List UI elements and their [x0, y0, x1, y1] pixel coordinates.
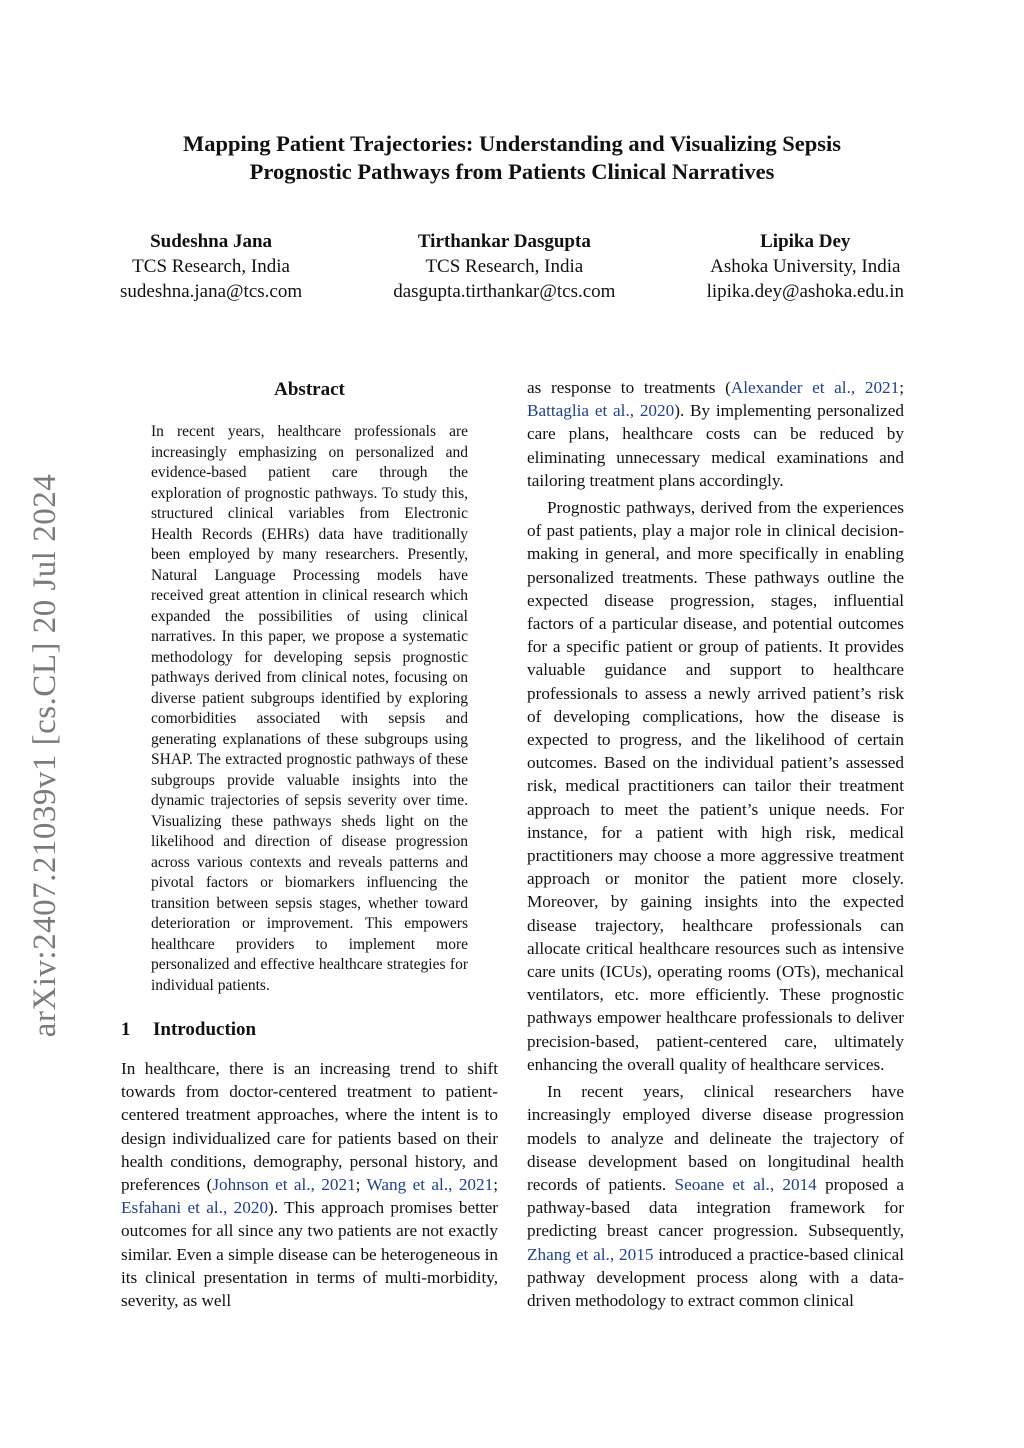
author-2 — [393, 229, 615, 304]
right-column — [527, 376, 904, 1312]
citation-link[interactable]: Alexander et al., 2021 — [730, 378, 900, 397]
intro-paragraph-1 — [121, 1057, 498, 1312]
text-run: In healthcare, there is an increasing trend to shift towards from doctor-centered treatment to patient-centered treatment approaches, where the intent is to design individualized care for patients based on their health conditions, demography, personal history, and preferences ( — [121, 1059, 498, 1195]
author-affiliation: TCS Research, India — [425, 256, 584, 277]
citation-link[interactable]: Zhang et al., 2015 — [527, 1244, 654, 1264]
text-run: introduced a practice-based clinical pathway development process along with a data-driven methodology to extract common clinical — [527, 1244, 905, 1310]
author-affiliation: Ashoka University, India — [710, 256, 901, 277]
abstract-heading: Abstract — [274, 379, 345, 400]
text-run: ; — [493, 1175, 498, 1195]
author-email: sudeshna.jana@tcs.com — [120, 281, 303, 302]
citation-link[interactable]: Johnson et al., 2021 — [212, 1175, 356, 1195]
section-heading-introduction — [121, 1017, 498, 1043]
text-run: proposed a pathway-based data integration framework for predicting breast cancer progression. Subsequently, — [527, 1174, 904, 1241]
title-line-2: Prognostic Pathways from Patients Clinical Narratives — [249, 159, 775, 184]
intro-paragraph-3 — [527, 1080, 904, 1312]
citation-link[interactable]: Seoane et al., 2014 — [674, 1174, 817, 1194]
section-number: 1 — [121, 1019, 131, 1040]
arxiv-sidebar-stamp — [20, 455, 72, 1055]
author-3 — [707, 229, 904, 304]
paper-title — [110, 130, 914, 186]
section-title: Introduction — [153, 1019, 257, 1040]
intro-paragraph-2: Prognostic pathways, derived from the experiences of past patients, play a major role in clinical decision-making in general, and more specifically in enabling personalized treatments. These pathways outline the expected disease progression, stages, influential factors of a particular disease, and potential outcomes for a specific patient or group of patients. It provides valuable guidance and support to healthcare professionals to assess a newly arrived patient’s risk of developing complications, how the disease is expected to progress, and the likelihood of certain outcomes. Based on the individual patient’s assessed risk, medical practitioners can tailor their treatment approach to meet the patient’s unique needs. For instance, for a patient with high risk, medical practitioners may choose a more aggressive treatment approach or monitor the patient more closely. Moreover, by gaining insights into the expected disease trajectory, healthcare professionals can allocate critical healthcare resources such as intensive care units (ICUs), operating rooms (OTs), mechanical ventilators, etc. more efficiently. These prognostic pathways empower healthcare professionals to deliver precision-based, patient-centered care, ultimately enhancing the overall quality of healthcare services. — [527, 498, 904, 1074]
author-email: dasgupta.tirthankar@tcs.com — [393, 281, 616, 302]
title-line-1: Mapping Patient Trajectories: Understanding and Visualizing Sepsis — [183, 131, 841, 156]
text-run: ; — [899, 378, 905, 397]
author-affiliation: TCS Research, India — [132, 256, 290, 277]
arxiv-identifier: arXiv:2407.21039v1 [cs.CL] 20 Jul 2024 — [27, 473, 64, 1037]
citation-link[interactable]: Wang et al., 2021 — [366, 1175, 494, 1195]
text-run: In recent years, clinical researchers have increasingly employed diverse disease progression models to analyze and delineate the trajectory of disease development based on longitudinal health records of patients. — [527, 1082, 904, 1194]
intro-paragraph-1-continued — [527, 376, 904, 492]
text-run: ). By implementing personalized care plans, healthcare costs can be reduced by eliminating unnecessary medical examinations and tailoring treatment plans accordingly. — [527, 401, 905, 490]
text-run: as response to treatments ( — [527, 378, 731, 397]
author-name: Sudeshna Jana — [150, 231, 273, 252]
text-run: ). This approach promises better outcomes for all since any two patients are not exactly similar. Even a simple disease can be heterogeneous in its clinical presentation in terms of multi-morbidity, severity, as well — [121, 1198, 498, 1311]
author-email: lipika.dey@ashoka.edu.in — [706, 281, 904, 302]
author-block — [120, 229, 904, 304]
abstract-text: In recent years, healthcare professionals are increasingly emphasizing on personalized and evidence-based patient care through the exploration of prognostic pathways. To study this, structured clinical variables from Electronic Health Records (EHRs) data have traditionally been employed by many researchers. Presently, Natural Language Processing models have received great attention in clinical research which expanded the possibilities of using clinical narratives. In this paper, we propose a systematic methodology for developing sepsis prognostic pathways derived from clinical notes, focusing on diverse patient subgroups identified by exploring comorbidities associated with sepsis and generating explanations of these subgroups using SHAP. The extracted prognostic pathways of these subgroups provide valuable insights into the dynamic trajectories of sepsis severity over time. Visualizing these pathways sheds light on the likelihood and direction of disease progression across various contexts and reveals patterns and pivotal factors or biomarkers influencing the transition between sepsis stages, whether toward deterioration or improvement. This empowers healthcare providers to implement more personalized and effective healthcare strategies for individual patients. — [151, 423, 468, 994]
text-run: ; — [355, 1175, 367, 1195]
citation-link[interactable]: Battaglia et al., 2020 — [527, 401, 675, 421]
author-1 — [120, 229, 302, 304]
author-name: Tirthankar Dasgupta — [417, 231, 591, 252]
left-column — [121, 376, 498, 1312]
author-name: Lipika Dey — [760, 231, 851, 252]
citation-link[interactable]: Esfahani et al., 2020 — [121, 1198, 269, 1218]
